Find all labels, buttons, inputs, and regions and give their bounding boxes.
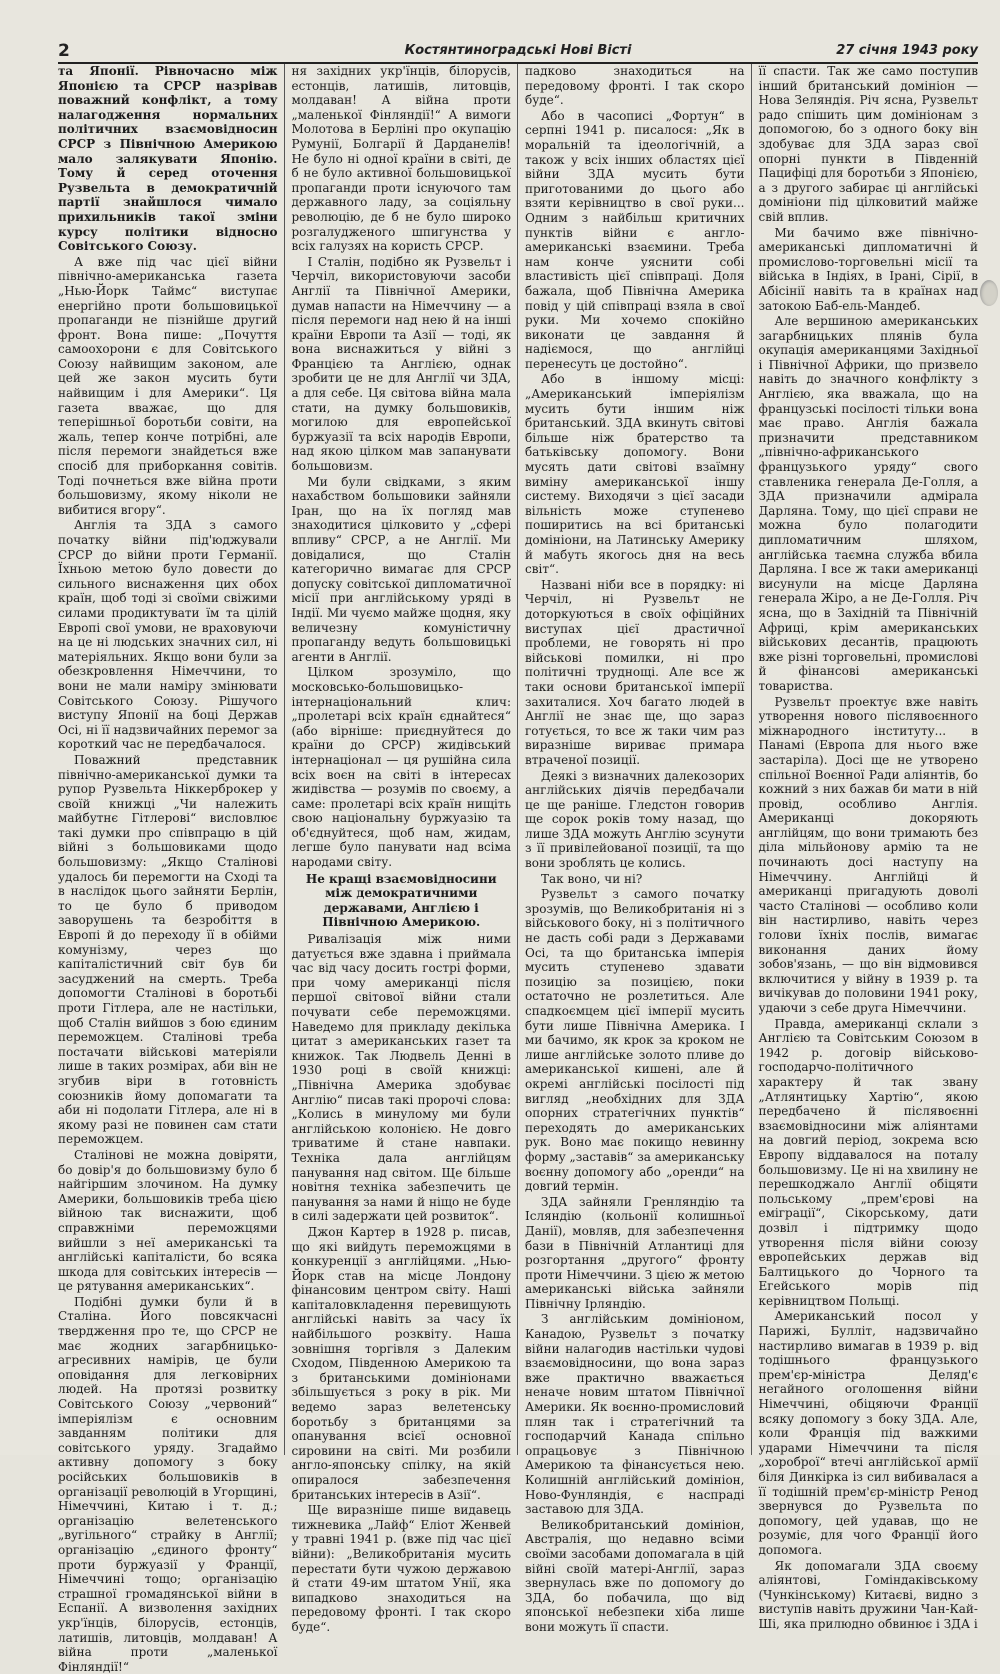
article-paragraph: Ще виразніше пише видавець тижневика „Лайф“ Еліот Женвей у травні 1941 р. (вже під час цієї війни): „Великобританія мусить перестати бути чужою державою й стати 49-им штатом Унії, яка випадково знаходиться на передовому фронті. І так скоро буде“. — [291, 1503, 511, 1634]
newspaper-title: Костянтиноградські Нові Вісті — [404, 43, 632, 58]
article-columns — [58, 64, 978, 1674]
article-paragraph: ЗДА зайняли Гренляндію та Ісляндію (кольонії колишньої Данії), мовляв, для забезпечення бази в Північній Атлантиці для розгортання „другого“ фронту проти Німеччини. З цією ж метою американські війська зайняли Північну Ірляндію. — [525, 1194, 745, 1311]
article-paragraph: Так воно, чи ні? — [541, 871, 643, 886]
article-paragraph: Ривалізація між ними датується вже здавна і приймала час від часу досить гострі форми, при чому американці після першої світової війни стали почувати себе переможцями. Наведемо для прикладу декілька цитат з американських газет та книжок. Так Людвель Деннi в 1930 році в своїй книжці: „Північна Америка здобуває Англію“ писав такі пророчі слова: „Колись в минулому ми були англійською колонією. Не довго триватиме й стане навпаки. Техніка дала англійцям панування над світом. Ще більше новітня техніка забезпечить це панування за нами й ніщо не буде в силі задержати цей розвиток“. — [291, 932, 511, 1224]
article-paragraph: Ми бачимо вже північно-американські дипломатичні й промислово-торговельні місії та війська в Індіях, в Ірані, Сірії, в Абісінії навіть та в країнах над затокою Баб-ель-Мандеб. — [758, 225, 978, 313]
article-paragraph: Джон Картер в 1928 р. писав, що які вийдуть переможцями в конкуренції з англійцями. „Нью-Йорк став на місце Лондону фінансовим центром світу. Наші капіталовкладення перевищують англійські навіть за часу їх найбільшого розквіту. Наша зовнішня торгівля з Далеким Сходом, Південною Америкою та з британськими домініонами збільшується з року в рік. Ми ведемо зараз велетенську боротьбу з британцями за опанування всієї основної сировини на світі. Ми розбили англо-японську спілку, на якій опиралося забезпечення британських інтересів в Азії“. — [291, 1224, 511, 1502]
masthead — [58, 38, 978, 64]
article-paragraph: Або в часописі „Фортун“ в серпні 1941 р. писалося: „Як в моральній та ідеологічній, а також у всіх інших областях цієї війни ЗДА мусить бути приготованими до цього або взяти керівництво в свої руки... Одним з найбільш критичних пунктів війни є англо-американські взаємини. Треба нам конче уяснити собі властивість цієї співпраці. Доля бажала, щоб Північна Америка повід у цій співпраці взяла в свої руки. Ми хочемо спокійно виконати це завдання й надіємося, що англійці перенесуть це достойно“. — [525, 108, 745, 371]
article-paragraph: Поважний представник північно-американської думки та рупор Рузвельта Ніккерброкер у своїй книжці „Чи належить майбутнє Гітлерові“ висловлює такі думки про співпрацю в цій війні з большовиками щодо большовизму: „Якщо Сталінові удалось би перемогти на Сході та в наслідок цього зайняти Берлін, то це було б приводом заворушень та безробіття в Европі й до переходу її в обійми комунізму, через що капіталістичний світ був би засуджений на смерть. Треба допомогти Сталінові в боротьбі проти Гітлера, але не настільки, щоб Сталін вийшов з бою єдиним переможцем. Сталінові треба постачати військові матеріяли лише в таких розмірах, аби він не згубив віри в готовність союзників йому допомагати та аби ні подолати Гітлера, але ні в якому разі не повинен сам стати переможцем. — [58, 752, 278, 1147]
article-paragraph: та Японії. Рівночасно між Японією та СРСР назрівав поважний конфлікт, а тому налагодження нормальних політичних взаємовідносин СРСР з Північною Америкою мало залякувати Японію. Тому й серед оточення Рузвельта в демократичній партії знайшлося чимало прихильників такої зміни курсу політики відносно Совітського Союзу. — [58, 64, 278, 254]
binding-hole — [980, 280, 998, 306]
column-2 — [291, 64, 512, 1634]
article-paragraph: Подібні думки були й в Сталіна. Його повсякчасні твердження про те, що СРСР не має жодних загарбницько-агресивних намірів, це були оповідання для легковірних людей. На протязі розвитку Совітського Союзу „червоний“ імперіялізм є основним завданням політики для совітського уряду. Згадаймо активну допомогу з боку російських большовиків в організації революцій в Угорщині, Німеччині, Китаю і т. д.; організацію велетенського „вугільного“ страйку в Англії; організацію „єдиного фронту“ проти буржуазії у Франції, Німеччині тощо; організацію страшної громадянської війни в Еспанії. А визволення західних укр'їнців, білорусів, естонців, латишів, литовців, молдаван! А війна проти „маленької Фінляндії!“ — [58, 1294, 278, 1674]
article-paragraph: Рузвельт з самого початку зрозумів, що Великобританія ні з військового боку, ні з політичного не дасть собі ради з Державами Осі, та що британська імперія мусить ступенево здавати позицію за позицією, поки остаточно не розлетиться. Але спадкоємцем цієї імперії мусить бути лише Північна Америка. І ми бачимо, як крок за кроком не лише англійське золото пливе до американської кишені, але й окремі англійські посілості під вигляд „необхідних для ЗДА опорних стратегічних пунктів“ переходять до американських рук. Воно має покищо невинну форму „заставів“ за американську воєнну допомогу або „оренди“ на довгий термін. — [525, 887, 745, 1194]
article-paragraph: Деякі з визначних далекозорих англійських діячів передбачали це ще раніше. Гледстон говорив ще сорок років тому назад, що лише ЗДА можуть Англію зсунути з її привілейованої позиції, та що вони зроблять це колись. — [525, 768, 745, 871]
article-paragraph: Як допомагали ЗДА своєму аліянтові, Гоміндаківському (Чункінському) Китаєві, видно з виступів навіть дружини Чан-Кай-Ші, яка прилюдно обвинює і ЗДА і — [758, 1558, 978, 1631]
article-paragraph: Правда, американці склали з Англією та Совітським Союзом в 1942 р. договір військово-господарчо-політичного характеру й так звану „Атлянтицьку Хартію“, якою передбачено й післявоєнні взаємовідносини між аліянтами на довгий період, зокрема всю Европу віддавалося на поталу большовизму. Це ні на хвилину не перешкоджало Англії обіцяти польському „прем'єрові на еміграції“, Сікорському, дати дозвіл і підтримку щодо утворення після війни союзу европейських держав від Балтицького до Чорного та Егейського морів під керівництвом Польщі. — [758, 1016, 978, 1308]
article-paragraph: Цілком зрозуміло, що московсько-большовицько-інтернаціональний клич: „пролетарі всіх країн єднайтеся“ (або вірніше: приєднуйтеся до країни до СРСР) жидівський інтернаціонал — ця рушійна сила всіх воєн на світі в інтересах жидівства — розумів по своєму, а саме: пролетарі всіх країн нищіть свою національну буржуазію та об'єднуйтеся, щоб нам, жидам, легше було панувати над всіма народами світу. — [291, 665, 511, 870]
article-paragraph: Не кращі взаємовідносини між демократичними державами, Англією і Північною Америкою. — [305, 871, 497, 930]
article-paragraph: А вже під час цієї війни північно-американська газета „Нью-Йорк Таймс“ виступає енергійно проти большовицької пропаганди не пізнійше другий фронт. Вона пише: „Почуття самоохорони є для Совітського Союзу найвищим законом, але цей же закон мусить бути найвищим і для Америки“. Ця газета вважає, що для теперішньої боротьби совіти, на жаль, тепер конче потрібні, але після перемоги знайдеться вже спосіб для приборкання совітів. Тоді почнеться вже війна проти большовизму, якому ніколи не вибитися вгору“. — [58, 254, 278, 517]
article-paragraph: Американський посол у Парижі, Булліт, надзвичайно настирливо вимагав в 1939 р. від тодішнього французького прем'єр-міністра Деляд'є негайного оголошення війни Німеччині, обіцяючи Франції всяку допомогу з боку ЗДА. Але, коли Франція під важкими ударами Німеччини та після „хороброї“ втечі англійської армії біля Динкірка із сил вибивалася а її тодішній прем'єр-міністр Ренод звернувся до Рузвельта по допомогу, цей удавав, що не розуміє, для чого Франції його допомога. — [758, 1309, 978, 1557]
article-paragraph: Рузвельт проектує вже навіть утворення нового післявоєнного міжнародного інституту... в Панамі (Европа для нього вже застаріла). Досі ще не утворено спільної Воєнної Ради аліянтів, бо кожний з них бажав би мати в ній провід, особливо Англія. Американці докоряють англійцям, що вони тримають без діла мільйонову армію та не починають досі наступу на Німеччину. Англійці й американці пригадують доволі часто Сталінові — особливо коли він настирливо, навіть через голови їхніх послів, вимагає виконання даних йому зобов'язань, — що він відмовився включитися у війну в 1939 р. та вичікував до половини 1941 року, удаючи з себе друга Німеччини. — [758, 694, 978, 1015]
article-paragraph: Ми були свідками, з яким нахабством большовики зайняли Іран, що на їх погляд мав знаходитися цілковито у „сфері впливу“ СРСР, а не Англії. Ми довідалися, що Сталін категорично вимагає для СРСР допуску совітської дипломатичної місії при англійському уряді в Індії. Ми чуємо майже щодня, яку величезну комуністичну пропаганду ведуть большовицькі агенти в Англії. — [291, 474, 511, 664]
article-paragraph: Англія та ЗДА з самого початку війни під'юджували СРСР до війни проти Германії. Їхньою метою було довести до сильного виснаження цих обох країн, щоб тоді зі своїми свіжими силами продиктувати їм та цілій Европі свої умови, не враховуючи на це ні людських значних сил, ні матеріяльних. Якщо вони були за обезкровлення Німеччини, то вони не мали наміру змінювати Совітського Союзу. Рішучого виступу Японії на боці Держав Осі, ні її надзвичайних перемог за короткий час не передбачалося. — [58, 518, 278, 752]
article-paragraph: ня західних укр'їнців, білорусів, естонців, латишів, литовців, молдаван! А війна проти „маленької Фінляндії!“ А вимоги Молотова в Берліні про окупацію Румунії, Болгарії й Дарданелів! Не було ні одної країни в світі, де б не було активної большовицької пропаганди проти існуючого там державного ладу, за соціяльну революцію, де б не було широко розгалудженого шпигунства у всіх галузях на користь СРСР. — [291, 64, 511, 254]
page-number: 2 — [58, 41, 70, 61]
article-paragraph: падково знаходиться на передовому фронті. І так скоро буде“. — [525, 64, 745, 108]
article-paragraph: Сталінові не можна довіряти, бо довір'я до большовизму було б найгіршим злочином. На думку Америки, большовиків треба цією війною так виснажити, щоб справжніми переможцями вийшли з неї американські та англійські капіталісти, бо всяка шкода для совітських інтересів — це рятування американських“. — [58, 1147, 278, 1294]
article-paragraph: її спасти. Так же само поступив інший британський домініон — Нова Зеляндія. Річ ясна, Рузвельт радо спішить цим домініонам з допомогою, бо з одного боку він здобуває для ЗДА зараз свої опорні пункти в Південній Пацифіці для боротьби з Японією, а з другого забирає ці англійські домініони під цілковитий майже свій вплив. — [758, 64, 978, 224]
article-paragraph: Або в іншому місці: „Американський імперіялізм мусить бути іншим ніж британський. ЗДА вкинуть світові більше ніж братерство та батьківську допомогу. Вони мусять дати світові взаїмну виміну американської іншу систему. Виходячи з цієї засади вільність може ступенево поширитись на всі британські домініони, на Латинську Америку й мабуть якогось дня на весь світ“. — [525, 372, 745, 577]
column-3 — [525, 64, 745, 1634]
issue-date: 27 січня 1943 року — [836, 43, 978, 58]
article-paragraph: Названі ніби все в порядку: ні Черчіл, ні Рузвельт не доторкуються в своїх офіційних виступах цієї драстичної проблеми, не говорять ні про військові помилки, ні про політичні труднощі. Але все ж таки основи британської імперії захиталися. Хоч багато людей в Англії не знає ще, що зараз готується, то все ж таки чим раз виразніше вириває примара втраченої позиції. — [525, 577, 745, 767]
column-1 — [58, 64, 278, 1674]
article-paragraph: Великобританський домініон, Австралія, що недавно всіми своїми засобами допомагала в цій війні своїй матері-Англії, зараз звернулась вже по допомогу до ЗДА, бо побачила, що від японської небезпеки хіба лише вони можуть її спасти. — [525, 1517, 745, 1634]
article-paragraph: І Сталін, подібно як Рузвельт і Черчіл, використовуючи засоби Англії та Північної Америки, думав напасти на Німеччину — а після перемоги над нею й на інші країни Европи та Азії — тоді, як вона виснажиться у війні з Францією та Англією, однак зробити це не для Англії чи ЗДА, а для себе. Ця світова війна мала стати, на думку большовиків, могилою для европейської буржуазії та всіх народів Европи, над якою цілком мав запанувати большовизм. — [291, 254, 511, 474]
article-paragraph: З англійським домініоном, Канадою, Рузвельт з початку війни налагодив настільки чудові взаємовідносини, що вона зараз вже практично вважається неначе новим штатом Північної Америки. Як воєнно-промисловий плян так і стратегічний та господарчий Канада спільно опрацьовує з Північною Америкою та фінансується нею. Колишній англійський домініон, Ново-Фунляндія, є наспраді заставою для ЗДА. — [525, 1312, 745, 1517]
column-4 — [758, 64, 979, 1631]
article-paragraph: Але вершиною американських загарбницьких плянів була окупація американцями Західньої і Північної Африки, що призвело навіть до значного конфлікту з Англією, яка вважала, що на французські посілості тільки вона має право. Англія бажала призначити представником „північно-африканського французького уряду“ свого ставленика генерала Де-Голля, а ЗДА призначили адмірала Дарляна. Тому, що цієї справи не можна було полагодити дипломатичним шляхом, англійська таємна служба вбила Дарляна. І все ж таки американці висунули на місце Дарляна генерала Жіро, а не Де-Голля. Річ ясна, що в Західній та Північній Африці, крім американських військових десантів, працюють вже різні торговельні, промислові й фінансові американські товариства. — [758, 314, 978, 693]
